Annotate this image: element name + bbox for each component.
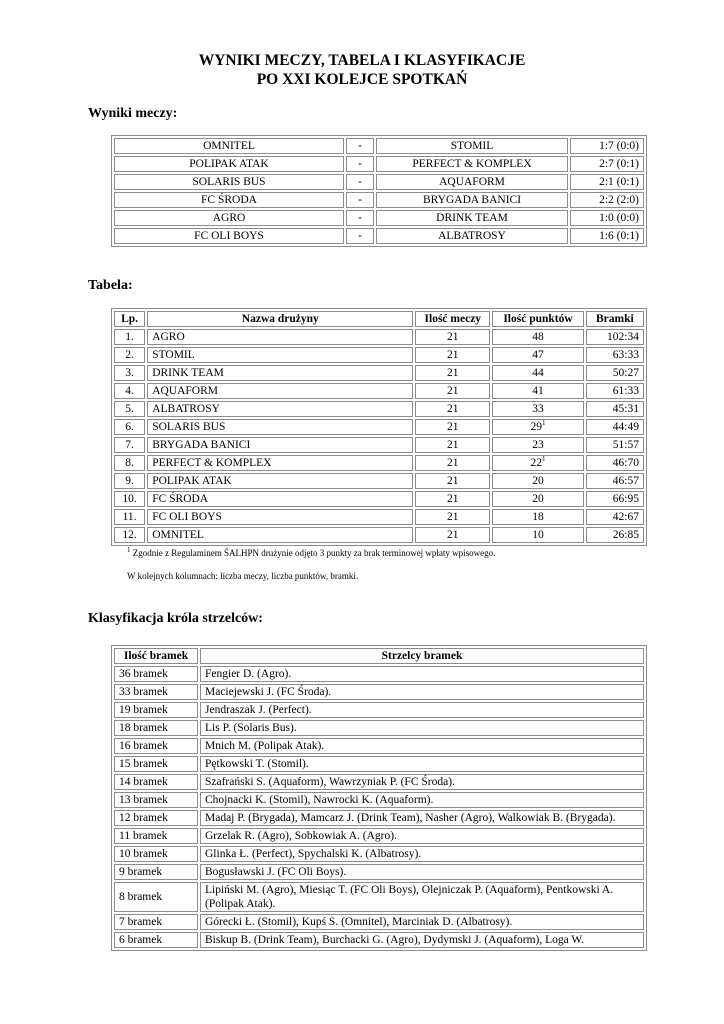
column-header-lp: Lp. — [114, 311, 145, 327]
team-name: PERFECT & KOMPLEX — [147, 455, 413, 471]
table-heading: Tabela: — [88, 278, 133, 293]
score: 1:7 (0:0) — [570, 138, 644, 154]
scorer-row — [114, 882, 644, 912]
scorer-row — [114, 846, 644, 862]
scorer-row — [114, 756, 644, 772]
home-team: SOLARIS BUS — [114, 174, 344, 190]
points-cell — [492, 401, 584, 417]
scorer-row — [114, 774, 644, 790]
scorer-row — [114, 738, 644, 754]
table-row — [114, 473, 644, 489]
team-name: FC OLI BOYS — [147, 509, 413, 525]
goals: 50:27 — [586, 365, 644, 381]
scorer-names: Szafrański S. (Aquaform), Wawrzyniak P. (FC Środa). — [200, 774, 644, 790]
team-name: AQUAFORM — [147, 383, 413, 399]
points-cell — [492, 473, 584, 489]
separator: - — [346, 174, 374, 190]
scorer-names: Lipiński M. (Agro), Miesiąc T. (FC Oli Boys), Olejniczak P. (Aquaform), Pentkowski A. (Polipak Atak). — [200, 882, 644, 912]
scorer-names: Madaj P. (Brygada), Mamcarz J. (Drink Team), Nasher (Agro), Walkowiak B. (Brygada). — [200, 810, 644, 826]
team-name: FC ŚRODA — [147, 491, 413, 507]
goal-count: 16 bramek — [114, 738, 198, 754]
points: 33 — [532, 403, 544, 415]
column-header-goals: Bramki — [586, 311, 644, 327]
column-header-scorers: Strzelcy bramek — [200, 648, 644, 664]
goals: 63:33 — [586, 347, 644, 363]
points-cell — [492, 527, 584, 543]
goal-count: 9 bramek — [114, 864, 198, 880]
points: 47 — [532, 349, 544, 361]
home-team: FC ŚRODA — [114, 192, 344, 208]
scorer-row — [114, 702, 644, 718]
column-header-team: Nazwa drużyny — [147, 311, 413, 327]
scorer-names: Mnich M. (Polipak Atak). — [200, 738, 644, 754]
separator: - — [346, 210, 374, 226]
goals: 46:70 — [586, 455, 644, 471]
footnote-text: Zgodnie z Regulaminem ŚALHPN drużynie odjęto 3 punkty za brak terminowej wpłaty wpisowego. — [132, 548, 496, 558]
team-name: STOMIL — [147, 347, 413, 363]
position: 5. — [114, 401, 145, 417]
team-name: BRYGADA BANICI — [147, 437, 413, 453]
team-name: ALBATROSY — [147, 401, 413, 417]
games: 21 — [415, 437, 490, 453]
position: 4. — [114, 383, 145, 399]
team-name: OMNITEL — [147, 527, 413, 543]
goals: 46:57 — [586, 473, 644, 489]
scorer-row — [114, 828, 644, 844]
separator: - — [346, 192, 374, 208]
games: 21 — [415, 527, 490, 543]
team-name: SOLARIS BUS — [147, 419, 413, 435]
separator: - — [346, 228, 374, 244]
games: 21 — [415, 509, 490, 525]
goal-count: 18 bramek — [114, 720, 198, 736]
points: 18 — [532, 511, 544, 523]
result-row — [114, 228, 644, 244]
table-row — [114, 383, 644, 399]
position: 12. — [114, 527, 145, 543]
points: 29 — [530, 421, 542, 433]
scorer-names: Jendraszak J. (Perfect). — [200, 702, 644, 718]
score: 1:6 (0:1) — [570, 228, 644, 244]
scorer-names: Chojnacki K. (Stomil), Nawrocki K. (Aquaform). — [200, 792, 644, 808]
home-team: FC OLI BOYS — [114, 228, 344, 244]
scorer-row — [114, 864, 644, 880]
footnote-mark: 1 — [127, 546, 131, 554]
home-team: POLIPAK ATAK — [114, 156, 344, 172]
points-cell — [492, 419, 584, 435]
table-row — [114, 437, 644, 453]
home-team: OMNITEL — [114, 138, 344, 154]
results-heading: Wyniki meczy: — [88, 106, 178, 121]
games: 21 — [415, 419, 490, 435]
table-row — [114, 329, 644, 345]
away-team: PERFECT & KOMPLEX — [376, 156, 568, 172]
games: 21 — [415, 401, 490, 417]
page-title-line-2: PO XXI KOLEJCE SPOTKAŃ — [256, 71, 468, 88]
team-name: POLIPAK ATAK — [147, 473, 413, 489]
result-row — [114, 138, 644, 154]
points: 10 — [532, 529, 544, 541]
scorer-row — [114, 932, 644, 948]
points-cell — [492, 491, 584, 507]
scorer-row — [114, 792, 644, 808]
goal-count: 33 bramek — [114, 684, 198, 700]
goals: 61:33 — [586, 383, 644, 399]
position: 2. — [114, 347, 145, 363]
position: 1. — [114, 329, 145, 345]
column-header-points: Ilość punktów — [492, 311, 584, 327]
goals: 44:49 — [586, 419, 644, 435]
goal-count: 10 bramek — [114, 846, 198, 862]
scorer-names: Maciejewski J. (FC Środa). — [200, 684, 644, 700]
games: 21 — [415, 491, 490, 507]
games: 21 — [415, 473, 490, 489]
table-row — [114, 401, 644, 417]
league-table — [111, 308, 647, 546]
points-cell — [492, 365, 584, 381]
column-header-count: Ilość bramek — [114, 648, 198, 664]
scorer-row — [114, 666, 644, 682]
goals: 51:57 — [586, 437, 644, 453]
goal-count: 7 bramek — [114, 914, 198, 930]
scorers-table — [111, 645, 647, 951]
goals: 26:85 — [586, 527, 644, 543]
scorer-names: Pętkowski T. (Stomil). — [200, 756, 644, 772]
table-row — [114, 491, 644, 507]
games: 21 — [415, 383, 490, 399]
scorer-row — [114, 810, 644, 826]
table-row — [114, 365, 644, 381]
points: 23 — [532, 439, 544, 451]
footnote — [127, 548, 495, 559]
away-team: STOMIL — [376, 138, 568, 154]
page-title-line-1: WYNIKI MECZY, TABELA I KLASYFIKACJE — [198, 52, 526, 69]
position: 9. — [114, 473, 145, 489]
points-footnote-mark: 1 — [541, 419, 546, 428]
table-legend: W kolejnych kolumnach: liczba meczy, liczba punktów, bramki. — [127, 571, 359, 581]
points: 20 — [532, 493, 544, 505]
games: 21 — [415, 455, 490, 471]
table-row — [114, 509, 644, 525]
result-row — [114, 210, 644, 226]
away-team: DRINK TEAM — [376, 210, 568, 226]
points-footnote-mark: 1 — [541, 455, 546, 464]
score: 2:7 (0:1) — [570, 156, 644, 172]
scorer-names: Bogusławski J. (FC Oli Boys). — [200, 864, 644, 880]
score: 2:2 (2:0) — [570, 192, 644, 208]
result-row — [114, 174, 644, 190]
score: 2:1 (0:1) — [570, 174, 644, 190]
position: 3. — [114, 365, 145, 381]
goals: 102:34 — [586, 329, 644, 345]
goal-count: 11 bramek — [114, 828, 198, 844]
points: 41 — [532, 385, 544, 397]
points-cell — [492, 455, 584, 471]
scorer-names: Biskup B. (Drink Team), Burchacki G. (Agro), Dydymski J. (Aquaform), Loga W. — [200, 932, 644, 948]
scorer-row — [114, 720, 644, 736]
goals: 45:31 — [586, 401, 644, 417]
scorer-row — [114, 914, 644, 930]
points-cell — [492, 347, 584, 363]
position: 6. — [114, 419, 145, 435]
scorer-names: Glinka Ł. (Perfect), Spychalski K. (Albatrosy). — [200, 846, 644, 862]
games: 21 — [415, 347, 490, 363]
position: 8. — [114, 455, 145, 471]
scorer-names: Fengier D. (Agro). — [200, 666, 644, 682]
table-row — [114, 527, 644, 543]
goal-count: 19 bramek — [114, 702, 198, 718]
points-cell — [492, 437, 584, 453]
points: 44 — [532, 367, 544, 379]
team-name: DRINK TEAM — [147, 365, 413, 381]
team-name: AGRO — [147, 329, 413, 345]
column-header-games: Ilość meczy — [415, 311, 490, 327]
position: 11. — [114, 509, 145, 525]
away-team: AQUAFORM — [376, 174, 568, 190]
position: 7. — [114, 437, 145, 453]
goal-count: 12 bramek — [114, 810, 198, 826]
points-cell — [492, 509, 584, 525]
goal-count: 14 bramek — [114, 774, 198, 790]
goal-count: 13 bramek — [114, 792, 198, 808]
points-cell — [492, 329, 584, 345]
table-row — [114, 347, 644, 363]
separator: - — [346, 138, 374, 154]
scorer-names: Górecki Ł. (Stomil), Kupś S. (Omnitel), Marciniak D. (Albatrosy). — [200, 914, 644, 930]
points: 48 — [532, 331, 544, 343]
separator: - — [346, 156, 374, 172]
away-team: ALBATROSY — [376, 228, 568, 244]
points-cell — [492, 383, 584, 399]
position: 10. — [114, 491, 145, 507]
goal-count: 6 bramek — [114, 932, 198, 948]
goal-count: 36 bramek — [114, 666, 198, 682]
points: 20 — [532, 475, 544, 487]
score: 1:0 (0:0) — [570, 210, 644, 226]
home-team: AGRO — [114, 210, 344, 226]
scorer-names: Lis P. (Solaris Bus). — [200, 720, 644, 736]
goal-count: 8 bramek — [114, 882, 198, 912]
scorers-heading: Klasyfikacja króla strzelców: — [88, 611, 263, 626]
table-row — [114, 455, 644, 471]
table-row — [114, 419, 644, 435]
goal-count: 15 bramek — [114, 756, 198, 772]
away-team: BRYGADA BANICI — [376, 192, 568, 208]
scorer-names: Grzelak R. (Agro), Sobkowiak A. (Agro). — [200, 828, 644, 844]
goals: 66:95 — [586, 491, 644, 507]
points: 22 — [530, 457, 542, 469]
goals: 42:67 — [586, 509, 644, 525]
games: 21 — [415, 329, 490, 345]
results-table — [111, 135, 647, 247]
scorer-row — [114, 684, 644, 700]
result-row — [114, 156, 644, 172]
games: 21 — [415, 365, 490, 381]
result-row — [114, 192, 644, 208]
